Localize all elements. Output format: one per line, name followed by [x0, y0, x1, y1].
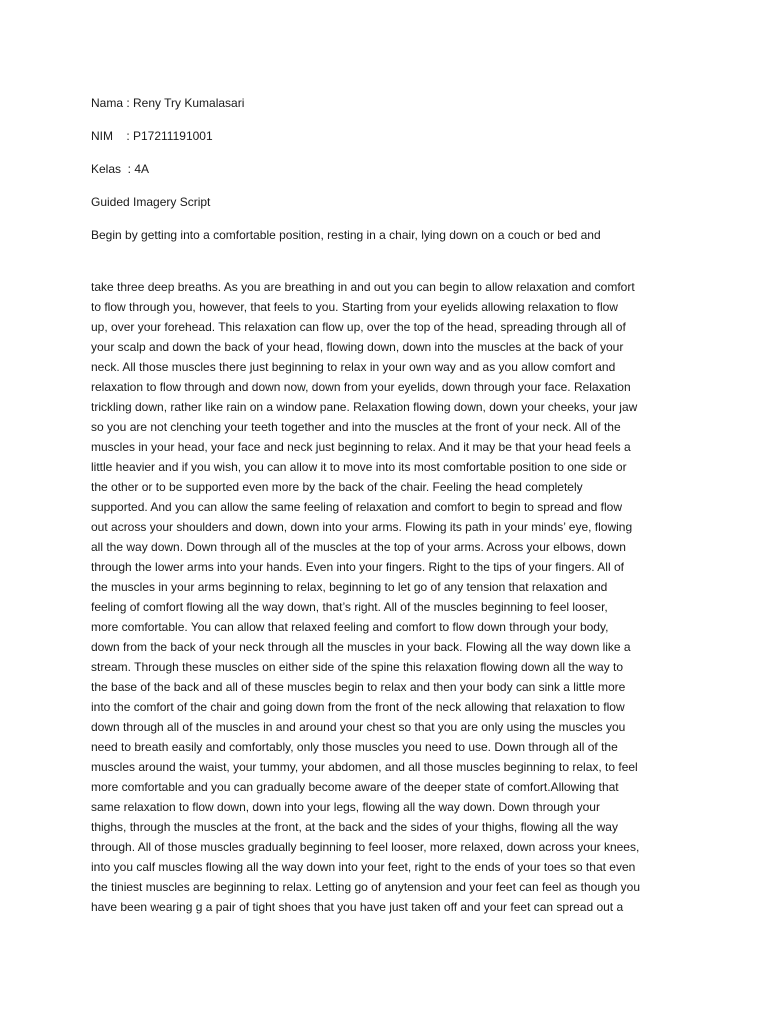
- script-line: more comfortable and you can gradually become aware of the deeper state of comfort.Allowing that: [91, 780, 619, 794]
- script-line: trickling down, rather like rain on a window pane. Relaxation flowing down, down your cheeks, your jaw: [91, 400, 638, 414]
- script-line: have been wearing g a pair of tight shoes that you have just taken off and your feet can spread out a: [91, 900, 624, 914]
- script-line: the other or to be supported even more by the back of the chair. Feeling the head completely: [91, 480, 583, 494]
- student-class: Kelas : 4A: [91, 162, 150, 176]
- student-name: Nama : Reny Try Kumalasari: [91, 96, 245, 110]
- script-line: relaxation to flow through and down now, down from your eyelids, down through your face. Relaxation: [91, 380, 631, 394]
- script-line: muscles in your head, your face and neck just beginning to relax. And it may be that your head feels a: [91, 440, 631, 454]
- script-line: feeling of comfort flowing all the way down, that’s right. All of the muscles beginning to feel looser,: [91, 600, 608, 614]
- script-line: take three deep breaths. As you are breathing in and out you can begin to allow relaxation and comfort: [91, 280, 635, 294]
- script-line: all the way down. Down through all of the muscles at the top of your arms. Across your elbows, down: [91, 540, 626, 554]
- intro-paragraph: Begin by getting into a comfortable position, resting in a chair, lying down on a couch or bed and: [91, 228, 601, 242]
- document-title: Guided Imagery Script: [91, 195, 211, 209]
- script-line: your scalp and down the back of your head, flowing down, down into the muscles at the back of your: [91, 340, 624, 354]
- script-line: muscles around the waist, your tummy, your abdomen, and all those muscles beginning to relax, to feel: [91, 760, 638, 774]
- script-line: so you are not clenching your teeth together and into the muscles at the front of your neck. All of the: [91, 420, 621, 434]
- script-line: out across your shoulders and down, down into your arms. Flowing its path in your minds’ eye, flowing: [91, 520, 633, 534]
- script-line: into the comfort of the chair and going down from the front of the neck allowing that relaxation to flow: [91, 700, 625, 714]
- script-line: stream. Through these muscles on either side of the spine this relaxation flowing down all the way to: [91, 660, 624, 674]
- script-line: through. All of those muscles gradually beginning to feel looser, more relaxed, down across your knees,: [91, 840, 640, 854]
- script-line: the tiniest muscles are beginning to relax. Letting go of anytension and your feet can feel as though you: [91, 880, 641, 894]
- script-line: up, over your forehead. This relaxation can flow up, over the top of the head, spreading through all of: [91, 320, 626, 334]
- script-line: into you calf muscles flowing all the way down into your feet, right to the ends of your toes so that even: [91, 860, 636, 874]
- script-line: through the lower arms into your hands. Even into your fingers. Right to the tips of your fingers. All of: [91, 560, 624, 574]
- script-line: the muscles in your arms beginning to relax, beginning to let go of any tension that relaxation and: [91, 580, 608, 594]
- script-line: down from the back of your neck through all the muscles in your back. Flowing all the way down like a: [91, 640, 631, 654]
- script-line: supported. And you can allow the same feeling of relaxation and comfort to begin to spread and flow: [91, 500, 622, 514]
- script-line: more comfortable. You can allow that relaxed feeling and comfort to flow down through your body,: [91, 620, 609, 634]
- script-line: the base of the back and all of these muscles begin to relax and then your body can sink a little more: [91, 680, 626, 694]
- student-nim: NIM : P17211191001: [91, 129, 213, 143]
- script-line: need to breath easily and comfortably, only those muscles you need to use. Down through all of the: [91, 740, 618, 754]
- script-line: down through all of the muscles in and around your chest so that you are only using the muscles you: [91, 720, 626, 734]
- script-body: [91, 277, 691, 917]
- script-line: little heavier and if you wish, you can allow it to move into its most comfortable position to one side or: [91, 460, 627, 474]
- script-line: neck. All those muscles there just beginning to relax in your own way and as you allow comfort and: [91, 360, 616, 374]
- script-line: thighs, through the muscles at the front, at the back and the sides of your thighs, flowing all the way: [91, 820, 618, 834]
- script-line: same relaxation to flow down, down into your legs, flowing all the way down. Down through your: [91, 800, 600, 814]
- script-line: to flow through you, however, that feels to you. Starting from your eyelids allowing relaxation to flow: [91, 300, 618, 314]
